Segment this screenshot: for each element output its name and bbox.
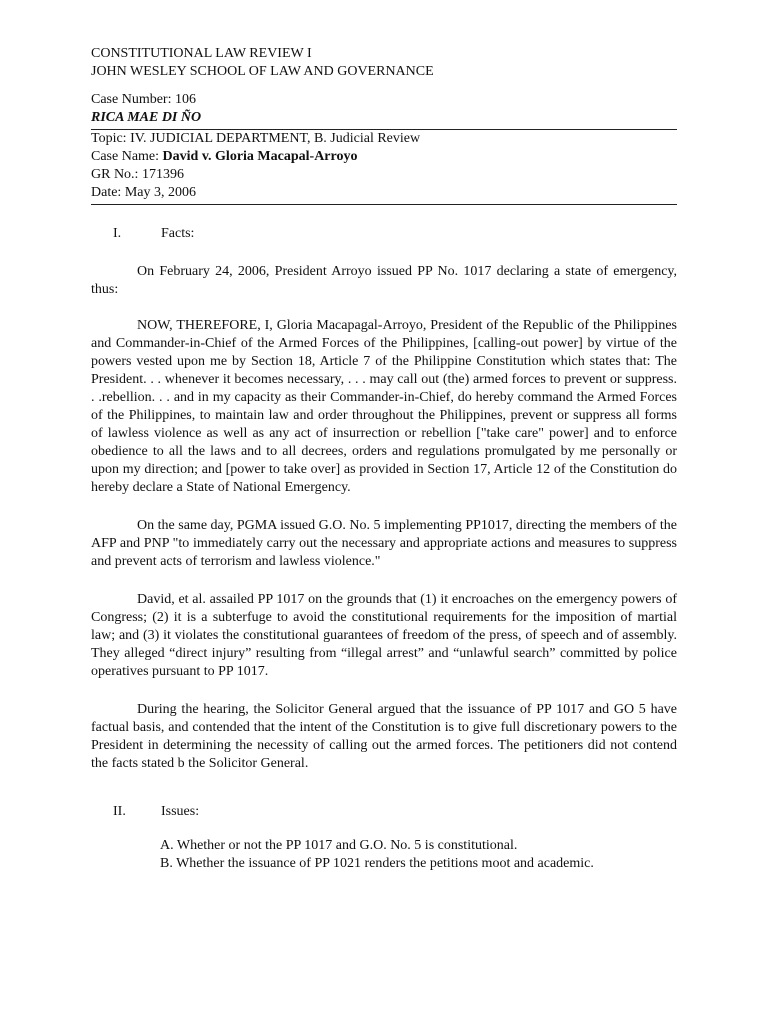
proclamation-quote: NOW, THEREFORE, I, Gloria Macapagal-Arroyo, President of the Republic of the Philippines and Commander-in-Chief of the Armed Forces of the Philippines, [calling-out power] by virtue of the powers vested upon me by Section 18, Article 7 of the Philippine Constitution which states that: The President. . . whenever it becomes necessary, . . . may call out (the) armed forces to prevent or suppress. . .rebellion. . . and in my capacity as their Commander-in-Chief, do hereby command the Armed Forces of the Philippines, to maintain law and order throughout the Philippines, prevent or suppress all forms of lawless violence as well as any act of insurrection or rebellion ["take care" power] and to enforce obedience to all the laws and to all decrees, orders and regulations promulgated by me personally or upon my direction; and [power to take over] as provided in Section 17, Article 12 of the Constitution do hereby declare a State of National Emergency. (91, 318, 677, 495)
student-name: RICA MAE DI ÑO (91, 110, 202, 125)
school-name: JOHN WESLEY SCHOOL OF LAW AND GOVERNANCE (91, 64, 434, 79)
course-title: CONSTITUTIONAL LAW REVIEW I (91, 46, 312, 61)
facts-paragraph-4: During the hearing, the Solicitor General argued that the issuance of PP 1017 and GO 5 have factual basis, and contended that the intent of the Constitution is to give full discretionary powers to the President in determining the necessity of calling out the armed forces. The petitioners did not contend the facts stated b the Solicitor General. (91, 702, 677, 771)
facts-paragraph-2: On the same day, PGMA issued G.O. No. 5 implementing PP1017, directing the members of the AFP and PNP "to immediately carry out the necessary and appropriate actions and measures to suppress and prevent acts of terrorism and lawless violence." (91, 518, 677, 569)
topic-line: Topic: IV. JUDICIAL DEPARTMENT, B. Judicial Review (91, 131, 421, 146)
facts-section (91, 225, 677, 773)
case-info (91, 130, 677, 205)
facts-title: Facts: (161, 226, 195, 241)
case-number: Case Number: 106 (91, 92, 196, 107)
facts-paragraph-1: On February 24, 2006, President Arroyo issued PP No. 1017 declaring a state of emergency, thus: (91, 264, 677, 297)
case-name-line (91, 148, 677, 166)
facts-numeral: I. (113, 226, 122, 241)
issues-numeral: II. (113, 804, 126, 819)
issue-item: B. Whether the issuance of PP 1021 renders the petitions moot and academic. (160, 856, 594, 871)
document-header (91, 45, 677, 130)
issues-title: Issues: (161, 804, 200, 819)
gr-number: GR No.: 171396 (91, 167, 184, 182)
case-name-label: Case Name: (91, 149, 163, 164)
issue-item: A. Whether or not the PP 1017 and G.O. No. 5 is constitutional. (160, 838, 518, 853)
case-info-divider (91, 204, 677, 205)
issues-list (160, 837, 677, 873)
issues-heading (91, 803, 677, 821)
case-name: David v. Gloria Macapal-Arroyo (162, 149, 358, 164)
issues-section (91, 803, 677, 873)
facts-heading (91, 225, 677, 243)
facts-paragraph-3: David, et al. assailed PP 1017 on the grounds that (1) it encroaches on the emergency powers of Congress; (2) it is a subterfuge to avoid the constitutional requirements for the imposition of martial law; and (3) it violates the constitutional guarantees of freedom of the press, of speech and of assembly. They alleged “direct injury” resulting from “illegal arrest” and “unlawful search” committed by police operatives pursuant to PP 1017. (91, 592, 677, 679)
case-date: Date: May 3, 2006 (91, 185, 196, 200)
